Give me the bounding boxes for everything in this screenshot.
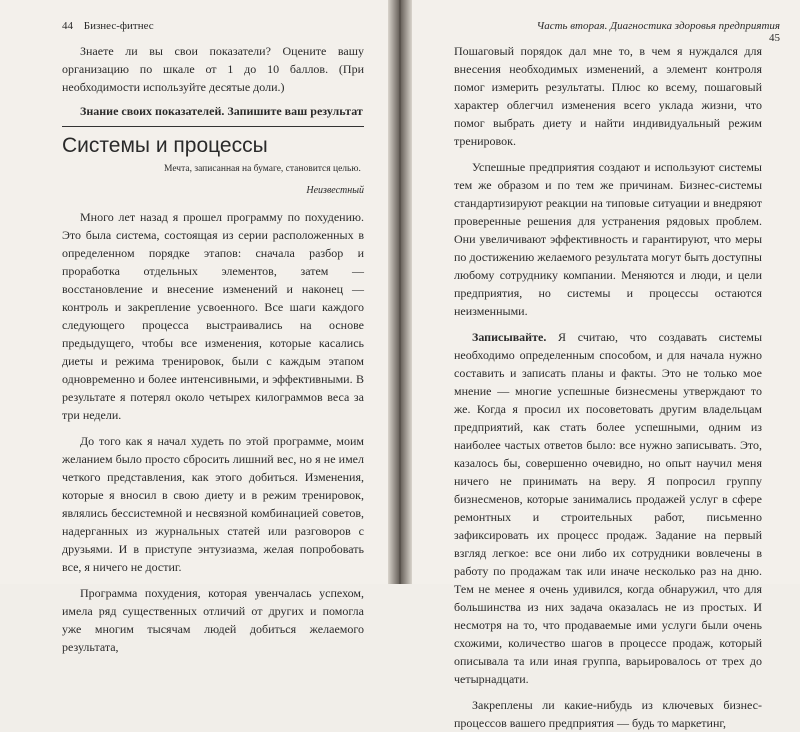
section-divider bbox=[62, 126, 364, 127]
paragraph: Пошаговый порядок дал мне то, в чем я нуждался для внесения необходимых изменений, а элемент контроля помог измерить результаты. Плюс ко всему, пошаговый характер облегчил изменения всего уклада жизни, что помог выбрать диету и найти индивидуальный режим тренировок. bbox=[454, 44, 762, 148]
epigraph-author: Неизвестный bbox=[306, 185, 364, 196]
paragraph: Программа похудения, которая увенчалась успехом, имела ряд существенных отличий от других и помогла уже многим тысячам людей добиться желаемого результата, bbox=[62, 586, 364, 654]
left-running-title: Бизнес-фитнес bbox=[83, 20, 154, 32]
intro-question: Знаете ли вы свои показатели? Оцените вашу организацию по шкале от 1 до 10 баллов. (При необходимости используйте десятые доли.) bbox=[62, 44, 364, 94]
left-page bbox=[0, 0, 396, 654]
lead-in: Записывайте. bbox=[472, 330, 547, 344]
epigraph: Мечта, записанная на бумаге, становится целью. bbox=[164, 164, 361, 174]
left-text-column bbox=[62, 42, 364, 656]
book-gutter bbox=[388, 0, 412, 584]
paragraph: Закреплены ли какие-нибудь из ключевых бизнес-процессов вашего предприятия — будь то маркетинг, bbox=[454, 698, 762, 730]
paragraph: Много лет назад я прошел программу по похудению. Это была система, состоящая из серии расположенных в определенном порядке этапов: сначала разбор и проработка отдельных элементов, затем — восстановление и внесение изменений и наконец — контроль и закрепление усвоенного. Все шаги каждого следующего процесса выстраивались на основе предыдущего, чтобы все изменения, которые касались диеты и режима тренировок, были с каждым этапом одновременно и более интенсивными, и эффективными. В результате я потерял около четырех килограммов веса за три недели. bbox=[62, 210, 364, 422]
paragraph: Записывайте. Я считаю, что создавать системы необходимо определенным способом, и для начала нужно составить и записать планы и факты. Это не только мое мнение — многие успешные бизнесмены утверждают то же. Когда я просил их посоветовать другим владельцам предприятий, как стать более успешными, одним из наиболее частых ответов было: все нужно записывать. Это, казалось бы, совершенно очевидно, но опыт научил меня ничего не принимать на веру. Я попросил группу бизнесменов, которые занимались продажей услуг в сфере ремонтных и строительных работ, письменно зафиксировать их процесс продаж. Задание на первый взгляд легкое: все они либо их сотрудники вовлечены в работу по продажам так или иначе несколько раз на дню. Тем не менее я очень удивился, когда обнаружил, что для большинства из них задача оказалась не из простых. И несмотря на то, что продаваемые ими услуги были очень схожими, количество шагов в процессе продаж, который описывала та или иная группа, варьировалось от трех до четырнадцати. bbox=[454, 330, 762, 686]
paragraph: Успешные предприятия создают и используют системы тем же образом и по тем же причинам. Бизнес-системы стандартизируют реакции на типовые ситуации и внедряют проверенные решения для устранения рядовых проблем. Они увеличивают эффективность и гарантируют, что меры по достижению желаемого результата могут быть доступны любому сотруднику компании. Меняются и люди, и цели предприятия, но системы и процессы остаются неизменными. bbox=[454, 160, 762, 318]
right-running-head bbox=[520, 20, 780, 44]
left-running-head bbox=[62, 20, 154, 32]
right-text-column bbox=[454, 42, 762, 732]
left-page-number: 44 bbox=[62, 20, 73, 32]
section-title: Системы и процессы bbox=[62, 134, 268, 157]
score-prompt: Знание своих показателей. Запишите ваш результат bbox=[80, 104, 363, 118]
right-page bbox=[404, 0, 800, 730]
right-page-number: 45 bbox=[769, 32, 780, 44]
paragraph: До того как я начал худеть по этой программе, моим желанием было просто сбросить лишний вес, но я не имел четкого представления, как этого добиться. Изменения, которые я вносил в свою диету и в режим тренировок, являлись бессистемной и несвязной комбинацией советов, надерганных из журнальных статей или разговоров с друзьями. И в приступе энтузиазма, желая попробовать все, я ничего не достиг. bbox=[62, 434, 364, 574]
right-running-title: Часть вторая. Диагностика здоровья предприятия bbox=[536, 20, 780, 32]
